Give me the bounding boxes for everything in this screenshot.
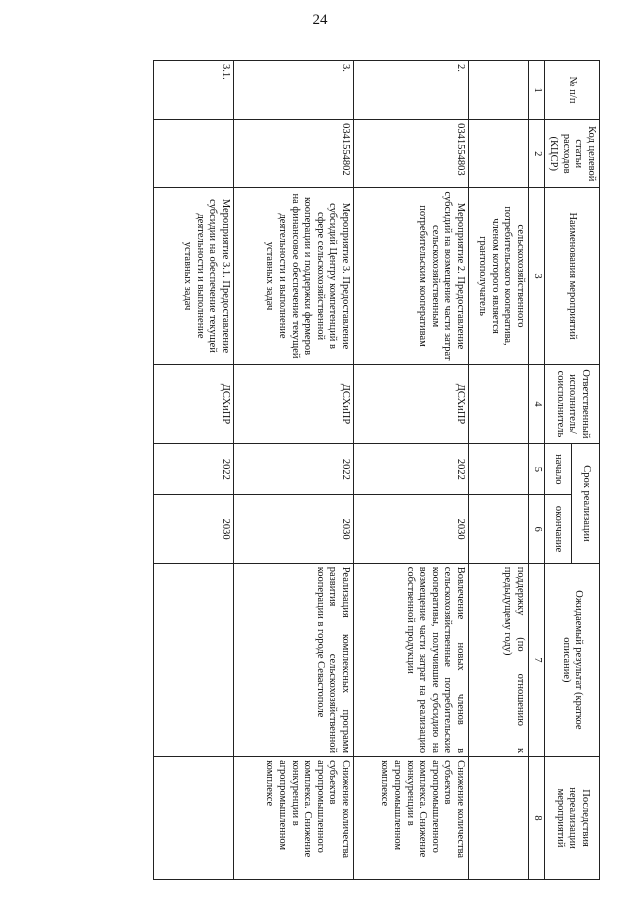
cell-responsible: ДСХиПР [154,364,234,444]
cell-code [469,120,529,188]
cell-consequence [154,757,234,880]
cell-num: 3. [234,61,354,120]
rotated-table-container [110,60,600,880]
header-result: Ожидаемый результат (краткое описание) [544,563,599,756]
col-number: 6 [529,495,545,563]
cell-end: 2030 [154,495,234,563]
cell-num: 2. [354,61,469,120]
col-number: 1 [529,61,545,120]
header-num: № п/п [544,61,599,120]
cell-result: поддержку (по отношению к предыдущему году) [469,563,529,756]
header-name: Наименования мероприятий [544,188,599,364]
header-start: начало [544,444,572,495]
cell-name: сельскохозяйственного потребительского кооператива, членом которого является грантополучатель [469,188,529,364]
cell-code: 0341554802 [234,120,354,188]
cell-consequence: Снижение количества субъектов агропромышленного комплекса. Снижение конкуренции в агропромышленном комплексе [234,757,354,880]
header-end: окончание [544,495,572,563]
cell-end: 2030 [354,495,469,563]
cell-consequence [469,757,529,880]
cell-name: Мероприятие 2. Предоставление субсидий на возмещение части затрат сельскохозяйственным потребительским кооперативам [354,188,469,364]
table-row [154,61,234,880]
table-row [354,61,469,880]
cell-start: 2022 [354,444,469,495]
cell-responsible [469,364,529,444]
cell-result: Вовлечение новых членов в сельскохозяйственные потребительские кооперативы, получившие субсидию на возмещение части затрат на реализацию собственной продукции [354,563,469,756]
page-number: 24 [312,12,328,28]
col-number: 2 [529,120,545,188]
cell-end [469,495,529,563]
cell-result [154,563,234,756]
cell-consequence: Снижение количества субъектов агропромышленного комплекса. Снижение конкуренции в агропромышленном комплексе [354,757,469,880]
header-code: Код целевой статьи расходов (КЦСР) [544,120,599,188]
cell-responsible: ДСХиПР [354,364,469,444]
header-responsible: Ответственный исполнитель/ соисполнитель [544,364,599,444]
table-row [234,61,354,880]
cell-name: Мероприятие 3.1. Предоставление субсидии на обеспечение текущей деятельности и выполнение уставных задач [154,188,234,364]
col-number: 4 [529,364,545,444]
column-numbers-row [529,61,545,880]
activities-table [153,60,600,880]
header-consequence: Последствия нереализации мероприятий [544,757,599,880]
cell-start [469,444,529,495]
cell-end: 2030 [234,495,354,563]
col-number: 8 [529,757,545,880]
col-number: 7 [529,563,545,756]
header-row [572,61,600,880]
col-number: 5 [529,444,545,495]
cell-code [154,120,234,188]
cell-name: Мероприятие 3. Предоставление субсидий Центру компетенций в сфере сельскохозяйственной кооперации и поддержки фермеров на финансовое обеспечение текущей деятельности и выполнение уставных задач [234,188,354,364]
cell-result: Реализация комплексных программ развития сельскохозяйственной кооперации в городе Севастополе [234,563,354,756]
col-number: 3 [529,188,545,364]
header-period: Срок реализации [572,444,600,563]
cell-num: 3.1. [154,61,234,120]
cell-start: 2022 [154,444,234,495]
cell-num [469,61,529,120]
table-row [469,61,529,880]
cell-code: 0341554803 [354,120,469,188]
cell-start: 2022 [234,444,354,495]
cell-responsible: ДСХиПР [234,364,354,444]
